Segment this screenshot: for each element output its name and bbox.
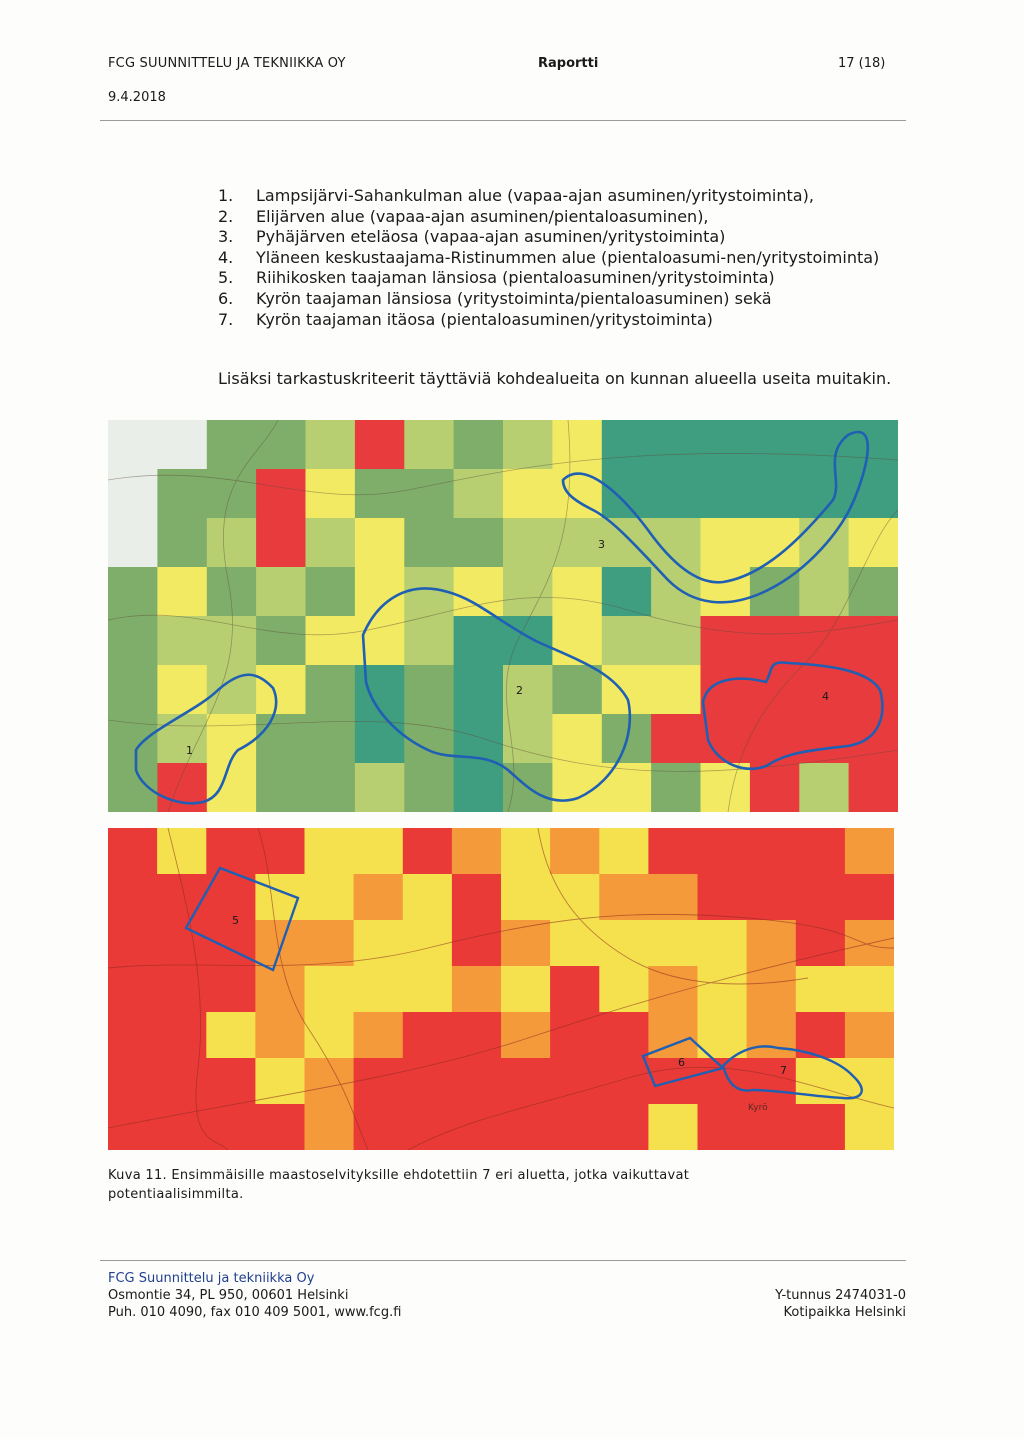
heatmap-cell (355, 665, 405, 715)
heatmap-cell (698, 966, 748, 1013)
heatmap-cell (503, 518, 553, 568)
heatmap-cell (648, 920, 698, 967)
heatmap-cell (108, 420, 158, 470)
heatmap-cell (403, 828, 453, 875)
heatmap-cell (157, 763, 207, 812)
heatmap-cell (206, 966, 256, 1013)
heatmap-cell (701, 518, 751, 568)
heatmap-cell (454, 616, 504, 666)
body-paragraph: Lisäksi tarkastuskriteerit täyttäviä kohdealueita on kunnan alueella useita muitakin. (218, 369, 892, 388)
list-item: 3. Pyhäjärven eteläosa (vapaa-ajan asuminen/yritystoiminta) (218, 227, 726, 247)
heatmap-cell (503, 567, 553, 617)
heatmap-cell (750, 469, 800, 519)
heatmap-cell (454, 469, 504, 519)
heatmap-cell (305, 920, 355, 967)
heatmap-cell (799, 518, 849, 568)
heatmap-cell (206, 828, 256, 875)
heatmap-cell (599, 966, 649, 1013)
heatmap-cell (305, 874, 355, 921)
footer-business-id: Y-tunnus 2474031-0 (775, 1288, 906, 1303)
heatmap-cell (157, 665, 207, 715)
heatmap-cell (452, 920, 502, 967)
heatmap-cell (108, 874, 158, 921)
heatmap-cell (306, 420, 356, 470)
heatmap-cell (157, 920, 207, 967)
heatmap-cell (550, 1012, 600, 1059)
heatmap-cell (157, 518, 207, 568)
heatmap-cell (651, 420, 701, 470)
heatmap-cell (651, 469, 701, 519)
heatmap-cell (602, 567, 652, 617)
heatmap-cell (799, 714, 849, 764)
heatmap-cell (849, 518, 898, 568)
heatmap-cell (849, 567, 898, 617)
heatmap-cell (403, 1058, 453, 1105)
heatmap-cell (108, 616, 158, 666)
heatmap-cell (648, 874, 698, 921)
heatmap-cell (403, 1012, 453, 1059)
heatmap-cell (403, 1104, 453, 1150)
heatmap-cell (305, 828, 355, 875)
heatmap-cell (648, 966, 698, 1013)
heatmap-cell (403, 874, 453, 921)
heatmap-cell (256, 567, 306, 617)
heatmap-cell (157, 714, 207, 764)
heatmap-cell (845, 874, 894, 921)
heatmap-cell (552, 518, 602, 568)
heatmap-cell (404, 616, 454, 666)
heatmap-cell (108, 567, 158, 617)
heatmap-cell (503, 420, 553, 470)
heatmap-cell (701, 763, 751, 812)
heatmap-grid (108, 420, 898, 812)
heatmap-cell (750, 616, 800, 666)
area-label: 1 (186, 744, 193, 757)
header-divider (100, 120, 906, 121)
heatmap-cell (750, 665, 800, 715)
list-item: 1. Lampsijärvi-Sahankulman alue (vapaa-ajan asuminen/yritystoiminta), (218, 186, 814, 205)
heatmap-cell (698, 874, 748, 921)
heatmap-cell (750, 714, 800, 764)
heatmap-cell (599, 1104, 649, 1150)
heatmap-cell (550, 1104, 600, 1150)
heatmap-cell (849, 763, 898, 812)
heatmap-cell (454, 763, 504, 812)
heatmap-cell (108, 1058, 158, 1105)
heatmap-cell (108, 966, 158, 1013)
heatmap-cell (799, 567, 849, 617)
heatmap-cell (796, 920, 846, 967)
heatmap-cell (306, 665, 356, 715)
heatmap-cell (255, 966, 305, 1013)
heatmap-cell (452, 874, 502, 921)
heatmap-cell (256, 714, 306, 764)
heatmap-cell (157, 420, 207, 470)
heatmap-cell (698, 920, 748, 967)
heatmap-cell (404, 665, 454, 715)
heatmap-cell (599, 1058, 649, 1105)
heatmap-cell (108, 518, 158, 568)
heatmap-cell (747, 1058, 797, 1105)
heatmap-cell (599, 1012, 649, 1059)
heatmap-cell (845, 1012, 894, 1059)
area-label: 4 (822, 690, 829, 703)
area-list (218, 186, 898, 330)
heatmap-cell (845, 828, 894, 875)
heatmap-cell (747, 920, 797, 967)
heatmap-cell (503, 469, 553, 519)
heatmap-cell (404, 518, 454, 568)
heatmap-cell (648, 828, 698, 875)
heatmap-cell (206, 1104, 256, 1150)
area-label: 3 (598, 538, 605, 551)
list-item: 5. Riihikosken taajaman länsiosa (pientaloasuminen/yritystoiminta) (218, 268, 775, 288)
heatmap-cell (255, 1058, 305, 1105)
list-item: 7. Kyrön taajaman itäosa (pientaloasuminen/yritystoiminta) (218, 309, 713, 329)
heatmap-cell (355, 420, 405, 470)
heatmap-cell (501, 1104, 551, 1150)
heatmap-cell (207, 518, 257, 568)
heatmap-cell (796, 966, 846, 1013)
heatmap-cell (698, 828, 748, 875)
heatmap-cell (306, 616, 356, 666)
heatmap-cell (552, 420, 602, 470)
footer-domicile: Kotipaikka Helsinki (783, 1305, 906, 1320)
header-page-number: 17 (18) (838, 56, 886, 71)
heatmap-cell (701, 420, 751, 470)
heatmap-cell (750, 420, 800, 470)
list-item: 4. Yläneen keskustaajama-Ristinummen alue (pientaloasumi-nen/yritystoiminta) (218, 247, 880, 267)
heatmap-cell (305, 966, 355, 1013)
area-label: 2 (516, 684, 523, 697)
place-label: Kyrö (748, 1103, 768, 1113)
heatmap-cell (108, 714, 158, 764)
heatmap-cell (157, 828, 207, 875)
heatmap-cell (501, 1058, 551, 1105)
heatmap-cell (747, 966, 797, 1013)
heatmap-cell (305, 1012, 355, 1059)
heatmap-cell (255, 1012, 305, 1059)
heatmap-cell (701, 616, 751, 666)
header-date: 9.4.2018 (108, 90, 166, 105)
heatmap-cell (651, 616, 701, 666)
heatmap-cell (354, 1058, 404, 1105)
heatmap-cell (552, 665, 602, 715)
suitability-map-north (108, 420, 898, 812)
heatmap-cell (799, 420, 849, 470)
heatmap-cell (354, 874, 404, 921)
heatmap-cell (207, 420, 257, 470)
footer-address: Osmontie 34, PL 950, 00601 Helsinki (108, 1288, 349, 1303)
footer-divider (100, 1260, 906, 1261)
heatmap-cell (552, 616, 602, 666)
heatmap-cell (403, 966, 453, 1013)
heatmap-cell (452, 828, 502, 875)
heatmap-cell (255, 1104, 305, 1150)
heatmap-cell (599, 874, 649, 921)
heatmap-cell (256, 616, 306, 666)
area-label: 7 (780, 1064, 787, 1077)
heatmap-cell (306, 763, 356, 812)
heatmap-cell (550, 828, 600, 875)
heatmap-cell (207, 665, 257, 715)
heatmap-cell (256, 469, 306, 519)
heatmap-cell (354, 828, 404, 875)
header-doc-type: Raportti (538, 56, 599, 71)
heatmap-cell (403, 920, 453, 967)
heatmap-cell (452, 966, 502, 1013)
footer-registration (768, 1287, 906, 1321)
footer-company: FCG Suunnittelu ja tekniikka Oy (108, 1271, 315, 1286)
heatmap-cell (256, 763, 306, 812)
heatmap-cell (651, 714, 701, 764)
heatmap-grid (108, 828, 894, 1150)
heatmap-cell (750, 763, 800, 812)
heatmap-cell (799, 763, 849, 812)
footer-contact (108, 1270, 401, 1321)
heatmap-cell (796, 828, 846, 875)
heatmap-cell (454, 518, 504, 568)
heatmap-cell (404, 469, 454, 519)
heatmap-cell (108, 665, 158, 715)
heatmap-cell (355, 518, 405, 568)
heatmap-cell (501, 874, 551, 921)
heatmap-cell (454, 420, 504, 470)
heatmap-cell (354, 966, 404, 1013)
heatmap-cell (207, 469, 257, 519)
heatmap-cell (157, 567, 207, 617)
heatmap-cell (550, 966, 600, 1013)
heatmap-cell (108, 828, 158, 875)
heatmap-cell (454, 567, 504, 617)
heatmap-cell (207, 763, 257, 812)
heatmap-cell (452, 1058, 502, 1105)
heatmap-cell (552, 567, 602, 617)
footer-phone: Puh. 010 4090, fax 010 409 5001, www.fcg.fi (108, 1305, 402, 1320)
heatmap-cell (256, 420, 306, 470)
area-label: 6 (678, 1056, 685, 1069)
heatmap-cell (552, 714, 602, 764)
heatmap-cell (651, 763, 701, 812)
area-label: 5 (232, 914, 239, 927)
heatmap-cell (698, 1104, 748, 1150)
list-item: 6. Kyrön taajaman länsiosa (yritystoiminta/pientaloasuminen) sekä (218, 288, 772, 308)
heatmap-cell (747, 1012, 797, 1059)
header-company: FCG SUUNNITTELU JA TEKNIIKKA OY (108, 56, 346, 71)
heatmap-cell (550, 920, 600, 967)
heatmap-cell (305, 1104, 355, 1150)
heatmap-cell (747, 874, 797, 921)
heatmap-cell (108, 1012, 158, 1059)
heatmap-cell (207, 714, 257, 764)
heatmap-cell (602, 616, 652, 666)
heatmap-cell (849, 616, 898, 666)
heatmap-cell (501, 1012, 551, 1059)
heatmap-cell (651, 665, 701, 715)
heatmap-cell (255, 828, 305, 875)
heatmap-cell (354, 920, 404, 967)
heatmap-cell (701, 469, 751, 519)
heatmap-cell (108, 1104, 158, 1150)
heatmap-cell (701, 567, 751, 617)
heatmap-cell (452, 1012, 502, 1059)
heatmap-cell (648, 1104, 698, 1150)
heatmap-cell (602, 420, 652, 470)
heatmap-cell (157, 874, 207, 921)
heatmap-cell (599, 828, 649, 875)
heatmap-cell (206, 1012, 256, 1059)
heatmap-cell (354, 1104, 404, 1150)
list-item: 2. Elijärven alue (vapaa-ajan asuminen/pientaloasuminen), (218, 206, 709, 226)
heatmap-cell (108, 763, 158, 812)
heatmap-cell (602, 469, 652, 519)
heatmap-cell (355, 763, 405, 812)
heatmap-cell (256, 518, 306, 568)
figure-caption: Kuva 11. Ensimmäisille maastoselvityksille ehdotettiin 7 eri aluetta, jotka vaikuttavat potentiaalisimmilta. (108, 1168, 690, 1202)
suitability-map-south (108, 828, 894, 1150)
heatmap-cell (796, 1104, 846, 1150)
heatmap-cell (206, 1058, 256, 1105)
heatmap-cell (108, 920, 158, 967)
heatmap-cell (747, 828, 797, 875)
heatmap-cell (354, 1012, 404, 1059)
heatmap-cell (255, 920, 305, 967)
heatmap-cell (849, 420, 898, 470)
heatmap-cell (454, 665, 504, 715)
heatmap-cell (602, 665, 652, 715)
heatmap-cell (157, 1058, 207, 1105)
heatmap-cell (306, 567, 356, 617)
heatmap-cell (157, 616, 207, 666)
heatmap-cell (404, 420, 454, 470)
heatmap-cell (256, 665, 306, 715)
heatmap-cell (503, 665, 553, 715)
heatmap-cell (501, 966, 551, 1013)
heatmap-cell (845, 966, 894, 1013)
heatmap-cell (404, 763, 454, 812)
heatmap-cell (796, 874, 846, 921)
heatmap-cell (845, 1104, 894, 1150)
heatmap-cell (306, 518, 356, 568)
